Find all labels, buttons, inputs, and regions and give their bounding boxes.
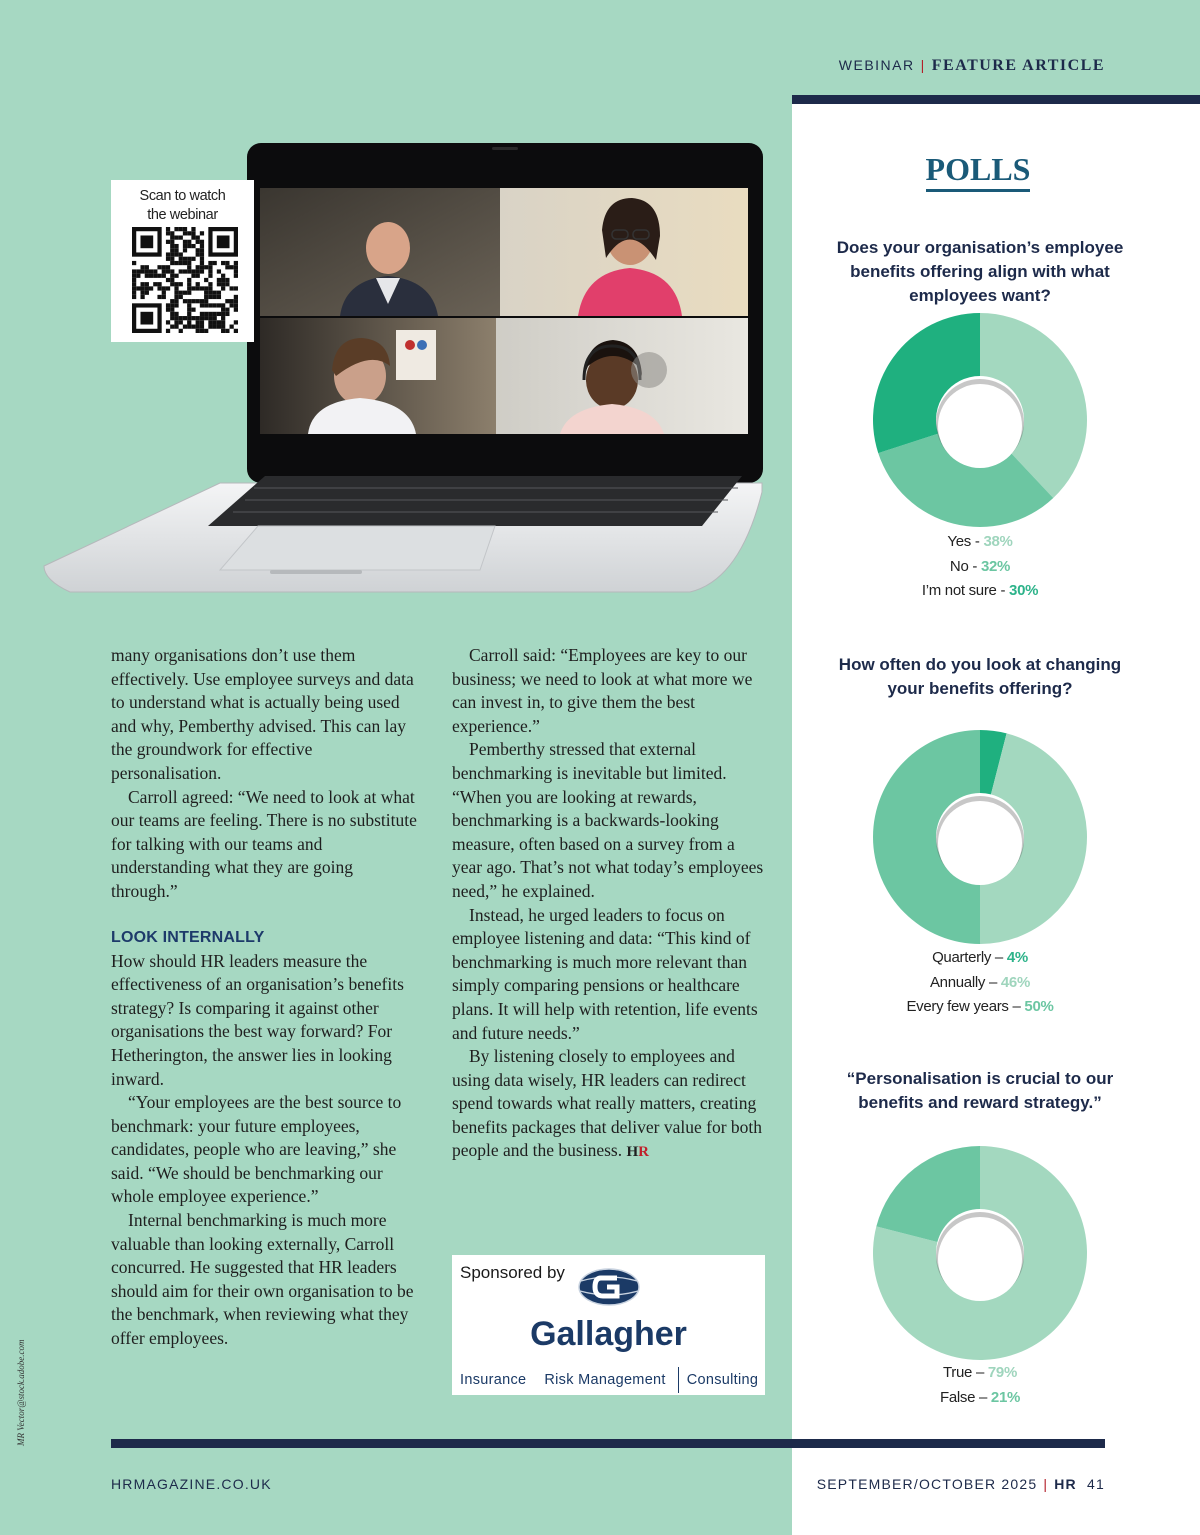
gallagher-globe-icon <box>577 1267 641 1307</box>
qr-code-icon[interactable] <box>132 227 238 333</box>
footer-divider: | <box>1043 1476 1049 1492</box>
qr-code-card[interactable] <box>111 180 254 342</box>
footer-issue <box>817 1476 1105 1492</box>
poll1-no-label: No - <box>949 557 981 575</box>
poll1-yes-label: Yes - <box>947 533 984 550</box>
end-mark-h: H <box>626 1144 639 1161</box>
polls-title-text: POLLS <box>926 151 1031 192</box>
laptop-trackpad <box>220 526 495 570</box>
poll2-quarterly-value: 4% <box>1006 949 1028 966</box>
poll3-false-label: False – <box>939 1388 991 1406</box>
polls-title <box>792 151 1164 188</box>
end-mark-r: R <box>638 1144 649 1161</box>
poll1-option-yes <box>832 530 1128 555</box>
poll2-legend <box>832 946 1128 1020</box>
poll3-donut-chart <box>872 1145 1088 1361</box>
qr-caption-line1: Scan to watch <box>139 188 226 204</box>
section-header <box>839 57 1105 75</box>
donut1-hole <box>938 384 1022 468</box>
poll1-donut-chart <box>872 312 1088 528</box>
donut2-hole <box>938 801 1022 885</box>
donut3-hole <box>938 1217 1022 1301</box>
polls-panel <box>792 95 1200 1535</box>
poll3-true-value: 79% <box>987 1364 1017 1381</box>
sponsor-tag-risk: Risk Management <box>544 1371 666 1388</box>
sponsor-tagline <box>460 1367 758 1393</box>
poll2-option-annually <box>832 971 1128 996</box>
poll3-false-value: 21% <box>990 1388 1021 1406</box>
sponsor-name: Gallagher <box>530 1315 687 1353</box>
poll1-notsure-label: I’m not sure - <box>921 582 1010 599</box>
col1-paragraph-4: “Your employees are the best source to benchmark: your future employees, candidates, people who are leaving,” she said. “We should be benchmarking our whole employee experience.” <box>111 1092 402 1207</box>
col2-paragraph-3: Instead, he urged leaders to focus on employee listening and data: “This kind of benchmarking is much more relevant than simply comparing pensions or healthcare plans. It will help with retention, life events and future needs.” <box>452 904 758 1043</box>
footer-magazine: HR <box>1054 1476 1077 1492</box>
poll2-option-quarterly <box>832 946 1128 971</box>
poll2-annually-value: 46% <box>1000 973 1031 991</box>
col1-paragraph-1: many organisations don’t use them effectively. Use employee surveys and data to understand what is actually being used and why, Pemberthy advised. This can lay the groundwork for effective personalisation. <box>111 645 414 783</box>
poll1-question: Does your organisation’s employee benefits offering align with what employees want? <box>836 238 1124 305</box>
poll2-annually-label: Annually – <box>929 973 1001 991</box>
footer-site[interactable]: HRMAGAZINE.CO.UK <box>111 1476 272 1492</box>
poll1-notsure-value: 30% <box>1009 582 1039 599</box>
poll1-legend <box>832 530 1128 604</box>
poll1-option-no <box>832 555 1128 580</box>
sponsor-tag-insurance: Insurance <box>460 1371 527 1388</box>
poll2-quarterly-label: Quarterly – <box>932 949 1007 966</box>
poll2-everyfew-label: Every few years – <box>906 998 1025 1015</box>
poll2-donut-chart <box>872 729 1088 945</box>
col2-paragraph-4-text: By listening closely to employees and using data wisely, HR leaders can redirect spend towards what really matters, creating benefits packages that deliver value for both people and the business. <box>452 1046 763 1161</box>
laptop-keyboard <box>208 476 742 526</box>
poll1-no-value: 32% <box>980 557 1011 575</box>
end-mark-icon <box>626 1144 649 1160</box>
col2-paragraph-2: Pemberthy stressed that external benchmarking is inevitable but limited. “When you are looking at rewards, benchmarking is a backwards-looking measure, often based on a survey from a year ago. That’s not what today’s employees need,” he explained. <box>452 739 764 901</box>
footer-rule <box>111 1439 1105 1448</box>
article-column-2 <box>452 644 764 1165</box>
col2-paragraph-1: Carroll said: “Employees are key to our business; we need to look at what more we can invest in, to give them the best experience.” <box>452 645 753 736</box>
poll2-question: How often do you look at changing your benefits offering? <box>838 655 1122 698</box>
poll3-true-label: True – <box>943 1364 988 1381</box>
poll1-option-notsure <box>832 579 1128 604</box>
sponsor-tag-divider <box>678 1367 679 1393</box>
category-label: FEATURE ARTICLE <box>931 57 1105 74</box>
sponsored-by-label: Sponsored by <box>460 1263 565 1282</box>
image-credit <box>14 1330 34 1450</box>
col1-paragraph-3: How should HR leaders measure the effectiveness of an organisation’s benefits strategy? Is comparing it against other organisations the best way forward? For Hetherington, the answer lies in looking inward. <box>111 950 404 1089</box>
qr-caption <box>111 187 254 225</box>
page-number: 41 <box>1087 1476 1105 1492</box>
poll3-option-true <box>832 1361 1128 1386</box>
poll1-yes-value: 38% <box>983 533 1013 550</box>
col1-paragraph-2: Carroll agreed: “We need to look at what our teams are feeling. There is no substitute for talking with our teams and understanding what they are going through.” <box>111 786 417 901</box>
article-column-1 <box>111 644 423 1351</box>
image-credit-text: MR Vector@stock.adobe.com <box>16 1339 26 1446</box>
poll3-option-false <box>832 1386 1128 1411</box>
poll3-legend <box>832 1361 1128 1410</box>
footer-issue-date: SEPTEMBER/OCTOBER 2025 <box>816 1476 1038 1492</box>
sponsor-tag-consulting: Consulting <box>686 1371 759 1388</box>
sponsor-box[interactable] <box>452 1255 765 1395</box>
poll3-question: “Personalisation is crucial to our benefits and reward strategy.” <box>846 1069 1114 1112</box>
col1-paragraph-5: Internal benchmarking is much more valuable than looking externally, Carroll concurred. He suggested that HR leaders should aim for their own organisation to be the benchmark, when reviewing what they offer employees. <box>111 1210 414 1349</box>
col2-paragraph-4 <box>452 1045 764 1165</box>
poll2-option-everyfew <box>832 995 1128 1020</box>
header-divider: | <box>920 57 926 73</box>
qr-caption-line2: the webinar <box>147 207 218 223</box>
poll2-everyfew-value: 50% <box>1024 998 1054 1015</box>
section-label: WEBINAR <box>838 57 915 73</box>
section-heading: LOOK INTERNALLY <box>111 928 265 946</box>
video-call-screen <box>260 188 748 434</box>
